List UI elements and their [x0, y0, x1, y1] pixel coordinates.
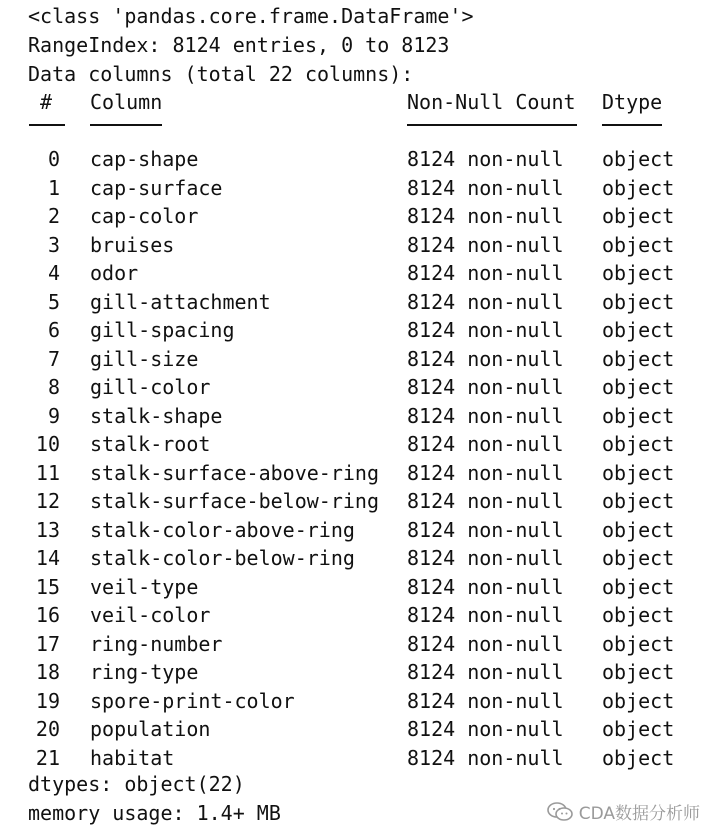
separator-column [90, 124, 162, 126]
row-dtype: object [602, 745, 675, 770]
table-row [0, 459, 720, 487]
row-non-null-count: 8124 non-null [407, 489, 564, 513]
row-dtype: object [602, 346, 675, 371]
row-dtype: object [602, 660, 675, 684]
table-row [0, 715, 720, 743]
row-column-name: stalk-shape [90, 403, 223, 428]
table-row [0, 373, 720, 401]
table-row [0, 544, 720, 572]
row-non-null-count: 8124 non-null [407, 574, 564, 599]
row-column-name: ring-number [90, 631, 223, 656]
row-dtype: object [602, 688, 675, 713]
row-column-name: gill-attachment [90, 289, 271, 314]
row-dtype: object [602, 147, 675, 171]
table-row [0, 573, 720, 601]
row-column-name: cap-surface [90, 175, 223, 200]
row-dtype: object [602, 432, 675, 456]
row-dtype: object [602, 232, 675, 257]
row-index: 2 [47, 204, 60, 228]
row-non-null-count: 8124 non-null [407, 460, 564, 485]
row-dtype: object [602, 175, 675, 200]
range-index-line: RangeIndex: 8124 entries, 0 to 8123 [28, 33, 450, 57]
row-dtype: object [602, 261, 675, 285]
separator-index [29, 124, 65, 126]
row-index: 8 [47, 375, 60, 399]
row-non-null-count: 8124 non-null [407, 745, 564, 770]
row-index: 0 [47, 147, 60, 171]
row-non-null-count: 8124 non-null [407, 717, 564, 741]
row-index: 19 [35, 688, 60, 713]
row-column-name: cap-shape [90, 147, 199, 171]
row-column-name: ring-type [90, 660, 199, 684]
row-column-name: gill-spacing [90, 318, 235, 342]
row-dtype: object [602, 603, 675, 627]
row-non-null-count: 8124 non-null [407, 289, 564, 314]
header-index: # [40, 90, 53, 114]
row-non-null-count: 8124 non-null [407, 546, 564, 570]
row-index: 17 [35, 631, 60, 656]
row-non-null-count: 8124 non-null [407, 660, 564, 684]
row-column-name: gill-size [90, 346, 199, 371]
table-row [0, 174, 720, 202]
row-dtype: object [602, 375, 675, 399]
row-dtype: object [602, 631, 675, 656]
row-non-null-count: 8124 non-null [407, 318, 564, 342]
row-dtype: object [602, 289, 675, 314]
dtypes-line: dtypes: object(22) [28, 772, 245, 796]
row-dtype: object [602, 318, 675, 342]
table-row [0, 430, 720, 458]
row-index: 9 [47, 403, 60, 428]
table-row [0, 402, 720, 430]
row-column-name: stalk-surface-above-ring [90, 460, 379, 485]
row-index: 6 [47, 318, 60, 342]
watermark [547, 799, 700, 824]
row-index: 18 [35, 660, 60, 684]
table-row [0, 744, 720, 772]
row-dtype: object [602, 574, 675, 599]
row-non-null-count: 8124 non-null [407, 346, 564, 371]
row-index: 1 [47, 175, 60, 200]
row-non-null-count: 8124 non-null [407, 232, 564, 257]
row-non-null-count: 8124 non-null [407, 175, 564, 200]
table-row [0, 231, 720, 259]
row-index: 13 [35, 517, 60, 542]
row-column-name: gill-color [90, 375, 211, 399]
row-non-null-count: 8124 non-null [407, 261, 564, 285]
row-index: 7 [47, 346, 60, 371]
row-index: 15 [35, 574, 60, 599]
row-dtype: object [602, 717, 675, 741]
row-index: 3 [47, 232, 60, 257]
row-index: 10 [35, 432, 60, 456]
row-index: 21 [35, 745, 60, 770]
separator-count [407, 124, 577, 126]
row-column-name: stalk-root [90, 432, 211, 456]
row-dtype: object [602, 489, 675, 513]
row-dtype: object [602, 517, 675, 542]
row-column-name: population [90, 717, 211, 741]
separator-dtype [602, 124, 662, 126]
wechat-icon [547, 802, 573, 822]
row-index: 5 [47, 289, 60, 314]
row-dtype: object [602, 460, 675, 485]
row-non-null-count: 8124 non-null [407, 517, 564, 542]
row-index: 20 [35, 717, 60, 741]
header-column: Column [90, 90, 163, 114]
row-non-null-count: 8124 non-null [407, 688, 564, 713]
header-non-null-count: Non-Null Count [407, 90, 576, 114]
row-dtype: object [602, 403, 675, 428]
table-row [0, 145, 720, 173]
class-line: <class 'pandas.core.frame.DataFrame'> [28, 4, 474, 28]
table-row [0, 316, 720, 344]
row-column-name: habitat [90, 745, 175, 770]
row-column-name: stalk-color-below-ring [90, 546, 355, 570]
row-non-null-count: 8124 non-null [407, 375, 564, 399]
watermark-text: CDA数据分析师 [578, 804, 700, 824]
row-column-name: odor [90, 261, 139, 285]
table-row [0, 630, 720, 658]
row-column-name: stalk-color-above-ring [90, 517, 355, 542]
row-non-null-count: 8124 non-null [407, 403, 564, 428]
table-row [0, 259, 720, 287]
memory-usage-line: memory usage: 1.4+ MB [28, 801, 281, 825]
row-index: 12 [35, 489, 60, 513]
header-dtype: Dtype [602, 90, 663, 114]
row-column-name: spore-print-color [90, 688, 295, 713]
row-column-name: veil-color [90, 603, 211, 627]
row-index: 16 [35, 603, 60, 627]
row-column-name: veil-type [90, 574, 199, 599]
row-column-name: stalk-surface-below-ring [90, 489, 379, 513]
row-non-null-count: 8124 non-null [407, 603, 564, 627]
row-index: 4 [47, 261, 60, 285]
row-dtype: object [602, 546, 675, 570]
table-row [0, 487, 720, 515]
table-row [0, 516, 720, 544]
data-columns-line: Data columns (total 22 columns): [28, 62, 414, 86]
row-index: 14 [35, 546, 60, 570]
row-column-name: cap-color [90, 204, 199, 228]
table-row [0, 658, 720, 686]
row-non-null-count: 8124 non-null [407, 204, 564, 228]
table-row [0, 288, 720, 316]
table-row [0, 687, 720, 715]
table-row [0, 601, 720, 629]
row-index: 11 [35, 460, 60, 485]
table-row [0, 202, 720, 230]
row-non-null-count: 8124 non-null [407, 631, 564, 656]
table-row [0, 345, 720, 373]
row-dtype: object [602, 204, 675, 228]
row-non-null-count: 8124 non-null [407, 147, 564, 171]
row-column-name: bruises [90, 232, 175, 257]
row-non-null-count: 8124 non-null [407, 432, 564, 456]
